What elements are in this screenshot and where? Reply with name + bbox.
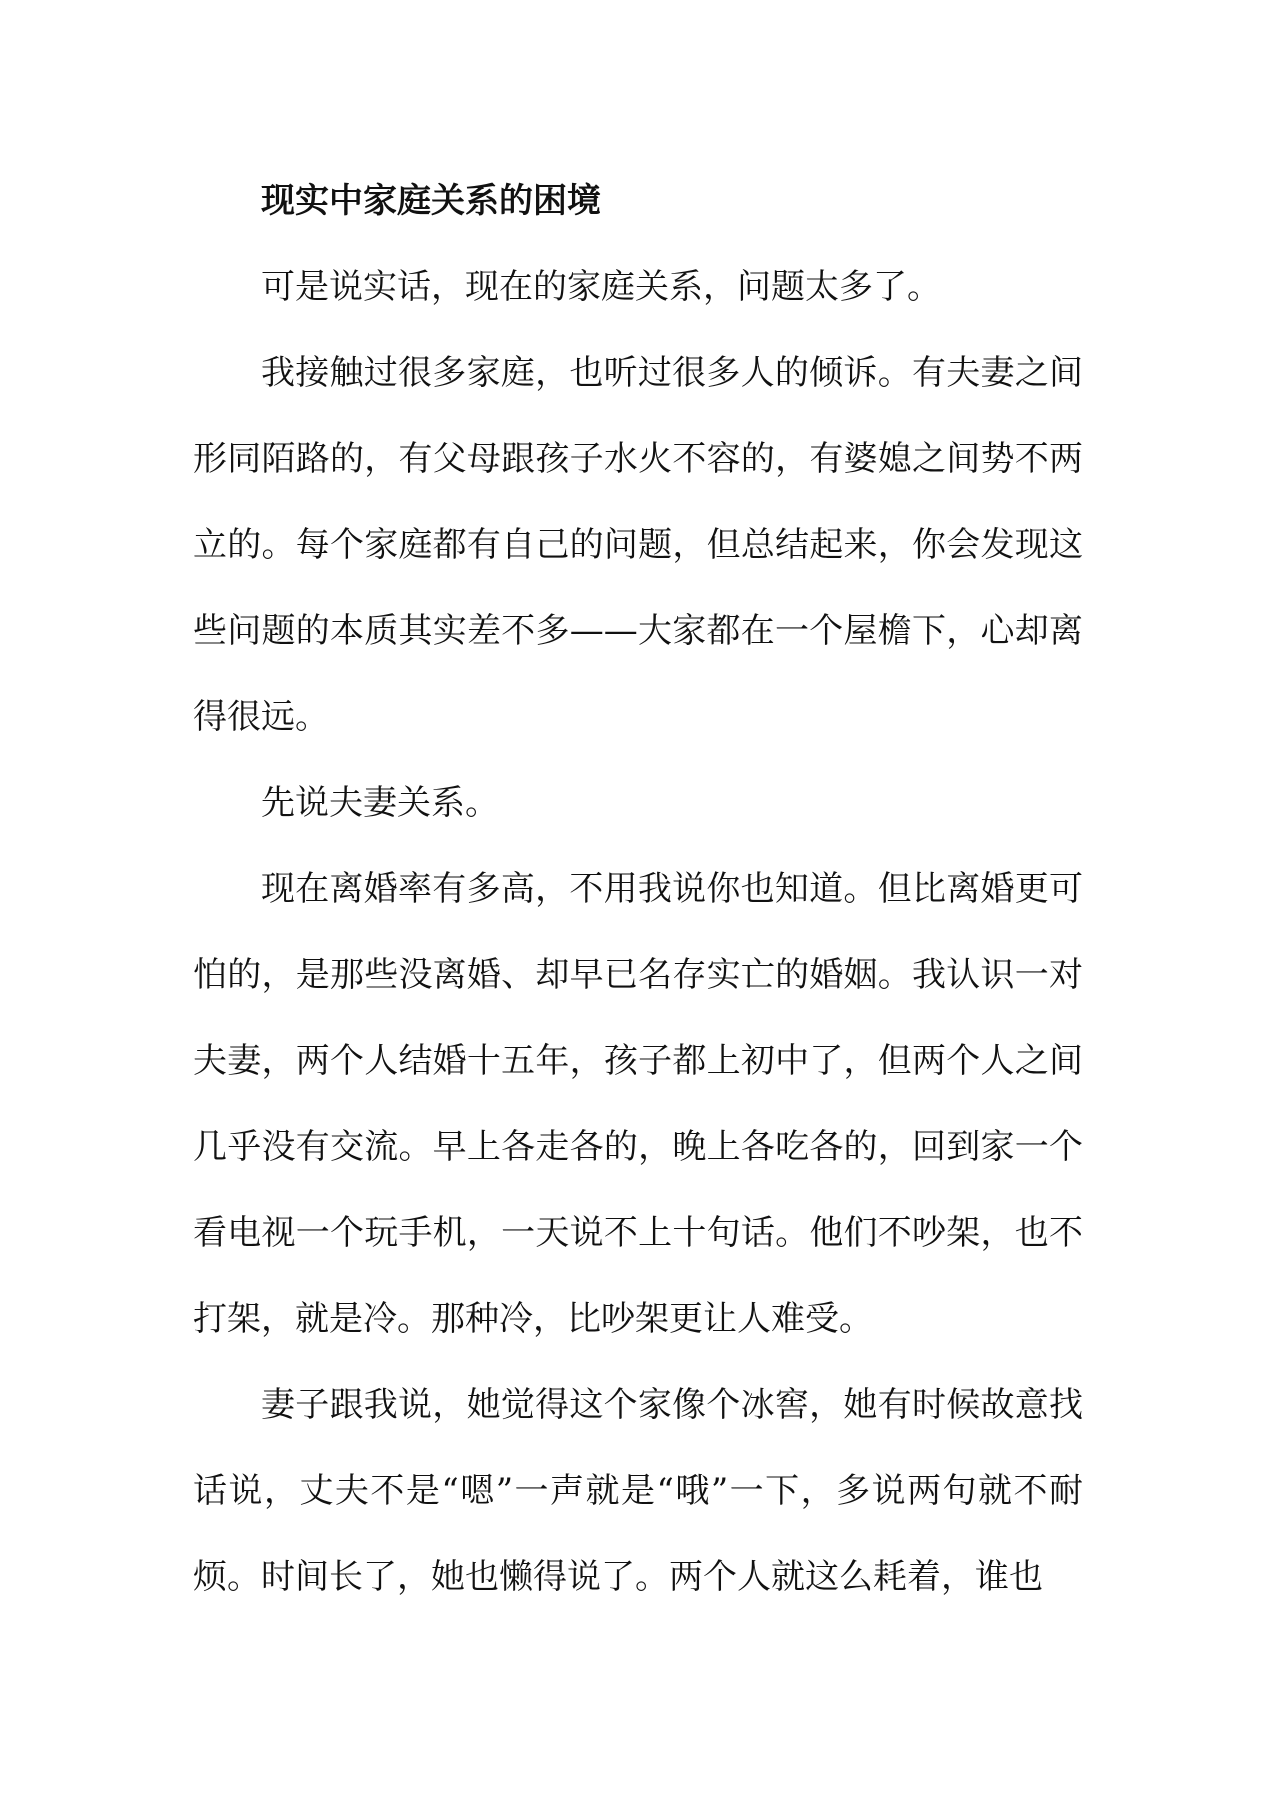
paragraph-2: 我接触过很多家庭，也听过很多人的倾诉。有夫妻之间形同陌路的，有父母跟孩子水火不容的，有婆媳之间势不两立的。每个家庭都有自己的问题，但总结起来，你会发现这些问题的本质其实差不多——大家都在一个屋檐下，心却离得很远。 bbox=[193, 353, 1083, 737]
paragraph-1: 可是说实话，现在的家庭关系，问题太多了。 bbox=[261, 267, 941, 307]
document-body bbox=[193, 158, 1083, 1620]
paragraph-5: 妻子跟我说，她觉得这个家像个冰窖，她有时候故意找话说，丈夫不是“嗯”一声就是“哦”一下，多说两句就不耐烦。时间长了，她也懒得说了。两个人就这么耗着，谁也 bbox=[193, 1385, 1083, 1597]
paragraph-4: 现在离婚率有多高，不用我说你也知道。但比离婚更可怕的，是那些没离婚、却早已名存实亡的婚姻。我认识一对夫妻，两个人结婚十五年，孩子都上初中了，但两个人之间几乎没有交流。早上各走各的，晚上各吃各的，回到家一个看电视一个玩手机，一天说不上十句话。他们不吵架，也不打架，就是冷。那种冷，比吵架更让人难受。 bbox=[193, 869, 1083, 1339]
section-heading: 现实中家庭关系的困境 bbox=[261, 181, 601, 221]
paragraph-3: 先说夫妻关系。 bbox=[261, 783, 499, 823]
